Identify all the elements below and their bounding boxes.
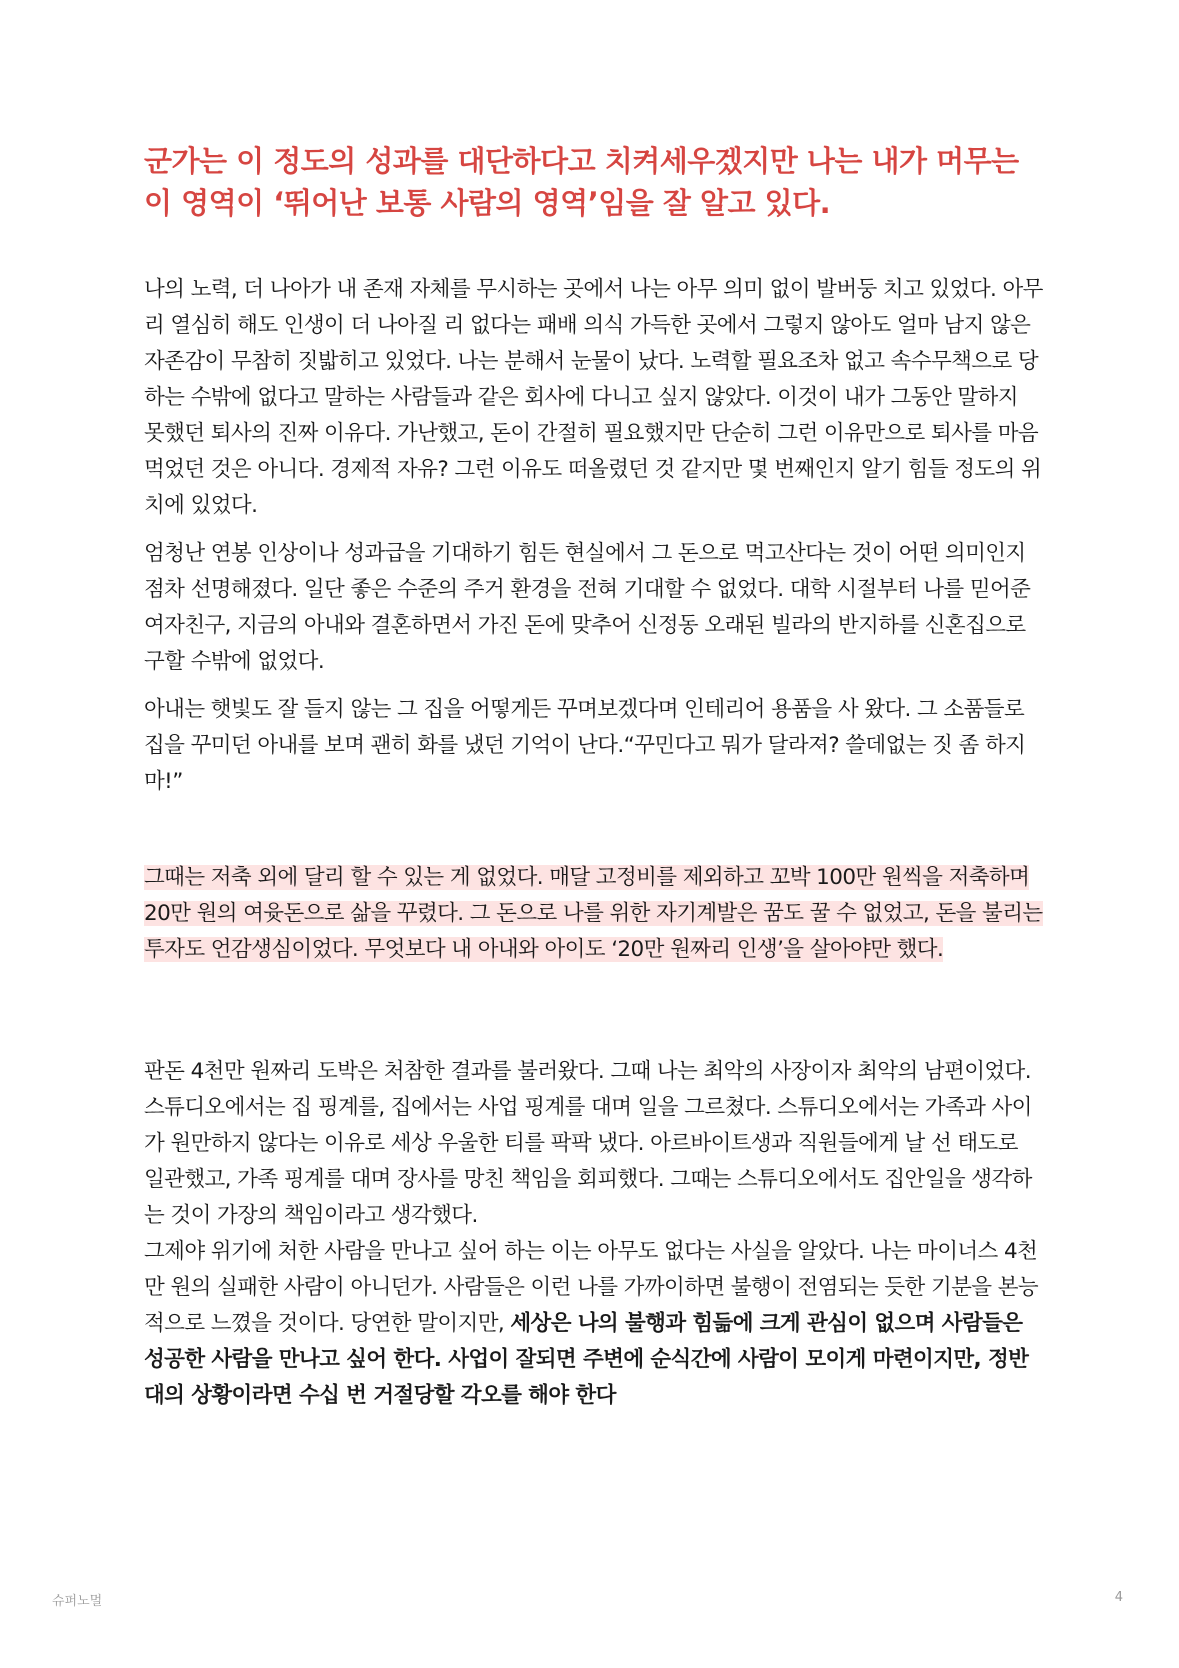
paragraph: 나의 노력, 더 나아가 내 존재 자체를 무시하는 곳에서 나는 아무 의미 없이 발버둥 치고 있었다. 아무리 열심히 해도 인생이 더 나아질 리 없다는 패배 의식 가득한 곳에서 그렇지 않아도 얼마 남지 않은 자존감이 무참히 짓밟히고 있었다. 나는 분해서 눈물이 났다. 노력할 필요조차 없고 속수무책으로 당하는 수밖에 없다고 말하는 사람들과 같은 회사에 다니고 싶지 않았다. 이것이 내가 그동안 말하지 못했던 퇴사의 진짜 이유다. 가난했고, 돈이 간절히 필요했지만 단순히 그런 이유만으로 퇴사를 마음먹었던 것은 아니다. 경제적 자유? 그런 이유도 떠올렸던 것 같지만 몇 번째인지 알기 힘들 정도의 위치에 있었다.	[144, 277, 1043, 518]
body-section-1	[144, 272, 1044, 812]
highlighted-paragraph	[144, 860, 1044, 968]
highlighted-section	[144, 860, 1044, 968]
page-number: 4	[1114, 1590, 1123, 1605]
paragraph: 아내는 햇빛도 잘 들지 않는 그 집을 어떻게든 꾸며보겠다며 인테리어 용품을 사 왔다. 그 소품들로 집을 꾸미던 아내를 보며 괜히 화를 냈던 기억이 난다.“꾸민다고 뭐가 달라져? 쓸데없는 짓 좀 하지 마!”	[144, 697, 1026, 794]
footer-brand: 슈퍼노멀	[52, 1594, 103, 1609]
emphasis-text: 세상은 나의 불행과 힘듦에 크게 관심이 없으며 사람들은 성공한 사람을 만나고 싶어 한다. 사업이 잘되면 주변에 순식간에 사람이 모이게 마련이지만, 정반대의 상황이라면 수십 번 거절당할 각오를 해야 한다	[144, 1311, 1029, 1408]
highlight-mark: 그때는 저축 외에 달리 할 수 있는 게 없었다. 매달 고정비를 제외하고 꼬박 100만 원씩을 저축하며 20만 원의 여윳돈으로 삶을 꾸렸다. 그 돈으로 나를 위한 자기계발은 꿈도 꿀 수 없었고, 돈을 불리는 투자도 언감생심이었다. 무엇보다 내 아내와 아이도 ‘20만 원짜리 인생’을 살아야만 했다.	[144, 865, 1043, 962]
paragraph-with-emphasis	[144, 1234, 1044, 1414]
paragraph: 판돈 4천만 원짜리 도박은 처참한 결과를 불러왔다. 그때 나는 최악의 사장이자 최악의 남편이었다. 스튜디오에서는 집 핑계를, 집에서는 사업 핑계를 대며 일을 그르쳤다. 스튜디오에서는 가족과 사이가 원만하지 않다는 이유로 세상 우울한 티를 팍팍 냈다. 아르바이트생과 직원들에게 날 선 태도로 일관했고, 가족 핑계를 대며 장사를 망친 책임을 회피했다. 그때는 스튜디오에서도 집안일을 생각하는 것이 가장의 책임이라고 생각했다.	[144, 1059, 1032, 1228]
paragraph-text: 그제야 위기에 처한 사람을 만나고 싶어 하는 이는 아무도 없다는 사실을 알았다. 나는 마이너스 4천만 원의 실패한 사람이 아니던가. 사람들은 이런 나를 가까이하면 불행이 전염되는 듯한 기분을 본능적으로 느꼈을 것이다. 당연한 말이지만,	[144, 1239, 1039, 1336]
body-section-2	[144, 1054, 1044, 1414]
headline: 군가는 이 정도의 성과를 대단하다고 치켜세우겠지만 나는 내가 머무는 이 영역이 ‘뛰어난 보통 사람의 영역’임을 잘 알고 있다.	[144, 144, 1019, 220]
paragraph: 엄청난 연봉 인상이나 성과급을 기대하기 힘든 현실에서 그 돈으로 먹고산다는 것이 어떤 의미인지 점차 선명해졌다. 일단 좋은 수준의 주거 환경을 전혀 기대할 수 없었다. 대학 시절부터 나를 믿어준 여자친구, 지금의 아내와 결혼하면서 가진 돈에 맞추어 신정동 오래된 빌라의 반지하를 신혼집으로 구할 수밖에 없었다.	[144, 541, 1031, 674]
